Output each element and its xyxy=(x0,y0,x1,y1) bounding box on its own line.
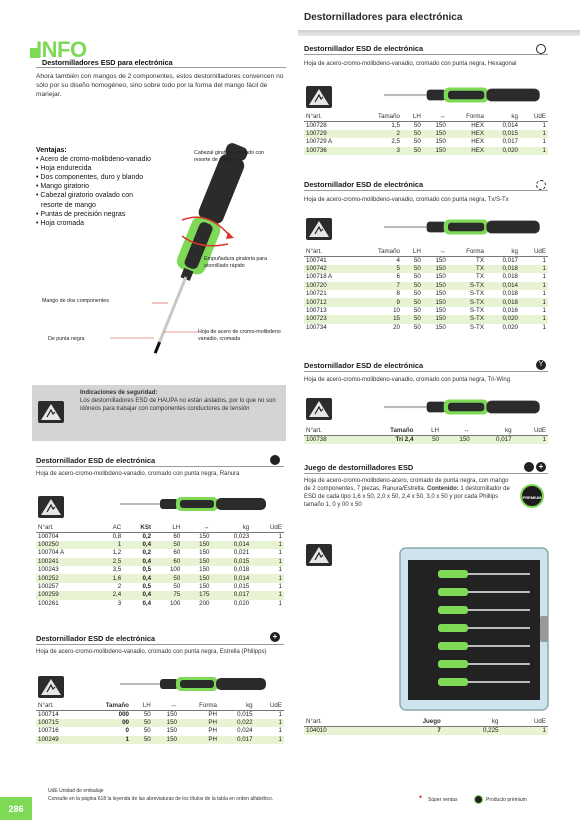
callout-hoja: Hoja de acero de cromo-molibdeno vanadio, cromada xyxy=(198,329,281,342)
table-row: 100249 1 50 150 PH 0,017 1 xyxy=(38,735,282,743)
safety-text: Los destornilladores ESD de HAUPA no están aislados, por lo que no son idóneos para trabajar con componentes conductores de tensión xyxy=(80,398,276,413)
table-row: 100723 15 50 150 S-TX 0,020 1 xyxy=(306,315,546,323)
torx-table: N°art. Tamaño LH ↔ Forma kg UdE 100741 4 50 150 TX 0,017 1 100742 5 50 150 TX 0,018 1 100718 A 6 50 150 TX 0,018 1 100720 7 50 150 S-TX 0,014 1 100721 8 50 150 S-TX 0,018 1 100712 9 50 150 S-TX 0,018 1 100713 10 50 150 S-TX 0,016 1 100723 15 50 150 S-TX 0,020 1 100734 20 50 150 S-TX 0,020 1 xyxy=(306,248,546,331)
footer-consult: Consulte en la página 618 la leyenda de las abreviaturas de los títulos de la tabla en orden alfabético. xyxy=(48,796,274,802)
footer-ude: UdE Unidad de embalaje xyxy=(48,788,104,794)
page-number: 286 xyxy=(0,797,32,820)
premium-badge: PREMIUM xyxy=(520,484,544,508)
phillips-divider xyxy=(36,644,284,645)
esd-icon xyxy=(306,86,332,108)
hex-table: N°art. Tamaño LH ↔ Forma kg UdE 100728 1,5 50 150 HEX 0,014 1 100729 2 50 150 HEX 0,015 1 100729 A 2,5 50 150 HEX 0,017 1 100736 3 50 150 HEX 0,020 1 xyxy=(306,113,546,154)
info-text: Ahora también con mangos de 2 componentes, estos destornilladores convencen no sólo por su diseño homogéneo, sino sobre todo por la forma del mango fácil de manejar. xyxy=(36,73,284,98)
safety-title: Indicaciones de seguridad: xyxy=(80,390,158,396)
info-heading: INFO xyxy=(36,37,87,62)
esd-icon xyxy=(306,544,332,566)
slot-screwdriver-image xyxy=(120,496,270,512)
torx-title: Destornillador ESD de electrónica xyxy=(304,180,424,189)
table-row: 100741 4 50 150 TX 0,017 1 xyxy=(306,256,546,264)
safety-box xyxy=(32,385,286,441)
ventaja-item: • Cabezal giratorio ovalado con resorte de mango xyxy=(36,192,134,209)
callout-empunadura: Empuñadura giratoria para atornillado rápido xyxy=(204,256,268,269)
table-row: 100250 1 0,4 50 150 0,014 1 xyxy=(38,541,282,549)
hex-tip-icon xyxy=(536,44,546,54)
table-row: 100736 3 50 150 HEX 0,020 1 xyxy=(306,146,546,154)
set-divider xyxy=(304,473,548,474)
ventaja-item: • Puntas de precisión negras xyxy=(36,210,126,218)
phillips-table: N°art. Tamaño LH ↔ Forma kg UdE 100714 000 50 150 PH 0,015 1 100715 00 50 150 PH 0,022 1 100716 0 50 150 PH 0,024 1 100249 1 50 150 PH 0,017 1 xyxy=(38,702,282,743)
ranura-divider xyxy=(36,466,284,467)
set-contenido-label: Contenido: xyxy=(427,486,459,493)
callout-mango: Mango de dos componentes xyxy=(42,298,109,304)
table-row: 100729 A 2,5 50 150 HEX 0,017 1 xyxy=(306,138,546,146)
ranura-table: N°art. AC KSt LH ↔ kg UdE 100704 0,8 0,2 60 150 0,023 1 100250 1 0,4 50 150 0,014 1 100704 A 1,2 0,2 60 150 0,021 1 100241 2,5 0,4 60 150 0,015 1 100243 3,5 0,5 100 150 0,018 1 100252 1,6 0,4 50 150 0,014 1 100257 2 0,5 50 150 0,015 1 100259 2,4 0,4 75 175 0,017 1 100261 3 0,4 100 200 0,020 1 xyxy=(38,524,282,607)
triwing-title: Destornillador ESD de electrónica xyxy=(304,361,424,370)
super-ventas-icon: ✦ xyxy=(418,795,424,801)
ranura-title: Destornillador ESD de electrónica xyxy=(36,456,156,465)
esd-icon xyxy=(38,676,64,698)
table-row: 100704 A 1,2 0,2 60 150 0,021 1 xyxy=(38,549,282,557)
premium-icon xyxy=(474,795,483,804)
table-row: 100713 10 50 150 S-TX 0,016 1 xyxy=(306,307,546,315)
ventaja-item: • Hoja cromada xyxy=(36,219,84,227)
table-row: 100252 1,6 0,4 50 150 0,014 1 xyxy=(38,574,282,582)
table-row: 100704 0,8 0,2 60 150 0,023 1 xyxy=(38,532,282,540)
table-row: 100259 2,4 0,4 75 175 0,017 1 xyxy=(38,591,282,599)
set-title: Juego de destornilladores ESD xyxy=(304,463,414,472)
callout-lines xyxy=(80,296,230,346)
ranura-desc: Hoja de acero-cromo-molibdeno-vanadio, cromado con punta negra, Ranura xyxy=(36,471,240,477)
hex-title: Destornillador ESD de electrónica xyxy=(304,44,424,53)
torx-tip-icon xyxy=(536,180,546,190)
hex-divider xyxy=(304,54,548,55)
ventaja-item: • Hoja endurecida xyxy=(36,165,92,173)
table-row: 100241 2,5 0,4 60 150 0,015 1 xyxy=(38,557,282,565)
info-divider xyxy=(36,67,286,68)
table-row: 100261 3 0,4 100 200 0,020 1 xyxy=(38,599,282,607)
footer-premium: Producto prémium xyxy=(486,797,527,803)
screwdriver-set-case-image xyxy=(398,546,550,712)
table-row: 100714 000 50 150 PH 0,015 1 xyxy=(38,710,282,718)
phillips-tip-icon: + xyxy=(270,632,280,642)
table-row: 100718 A 6 50 150 TX 0,018 1 xyxy=(306,273,546,281)
torx-divider xyxy=(304,190,548,191)
set-desc: Hoja de acero-cromo-molibdeno-acero, cromado de punta negra, con mango de 2 componentes, 7 piezas, Ranura/Estrella. xyxy=(304,478,509,493)
esd-icon xyxy=(306,398,332,420)
triwing-tip-icon: Y xyxy=(536,360,546,370)
slot-tip-icon xyxy=(270,455,280,465)
callout-punta: De punta negra xyxy=(48,336,85,342)
table-row: 100715 00 50 150 PH 0,022 1 xyxy=(38,719,282,727)
set-table: N°art. Juego kg UdE 104010 7 0,225 1 xyxy=(306,718,546,734)
table-row: 100742 5 50 150 TX 0,018 1 xyxy=(306,265,546,273)
triwing-table: N°art. Tamaño LH ↔ kg UdE 100738 Tri 2,4 50 150 0,017 1 xyxy=(306,427,546,443)
ventajas-title: Ventajas: xyxy=(36,147,67,154)
ventaja-item: • Dos componentes, duro y blando xyxy=(36,174,144,182)
triwing-screwdriver-image xyxy=(384,398,544,416)
callout-cabezal: Cabezal giratorio ovalado con resorte de mango xyxy=(194,150,265,163)
set-contenido: 1 destornillador de ESD de cada tipo 1,6 x 50, 2,0 x 50, 2,4 x 50, 3,0 x 50 y por cada Phillips tamaño 1, 0 y 00 x 50 xyxy=(304,486,510,509)
phillips-title: Destornillador ESD de electrónica xyxy=(36,634,156,643)
table-row: 100243 3,5 0,5 100 150 0,018 1 xyxy=(38,566,282,574)
ventaja-item: • Mango giratorio xyxy=(36,183,90,191)
esd-icon xyxy=(38,496,64,518)
table-row: 100712 9 50 150 S-TX 0,018 1 xyxy=(306,298,546,306)
page-header xyxy=(298,0,580,30)
phillips-desc: Hoja de acero-cromo-molibdeno-vanadio, cromado con punta negra, Estrella (Philipps) xyxy=(36,649,267,655)
page-title: Destornilladores para electrónica xyxy=(304,12,463,23)
header-divider xyxy=(298,30,580,36)
table-row: 100720 7 50 150 S-TX 0,014 1 xyxy=(306,281,546,289)
hex-screwdriver-image xyxy=(384,86,544,104)
table-row: 100716 0 50 150 PH 0,024 1 xyxy=(38,727,282,735)
table-row: 104010 7 0,225 1 xyxy=(306,726,546,734)
table-row: 100257 2 0,5 50 150 0,015 1 xyxy=(38,583,282,591)
torx-desc: Hoja de acero-cromo-molibdeno-vanadio, cromado con punta negra, Tx/S-Tx xyxy=(304,197,509,203)
table-row: 100729 2 50 150 HEX 0,015 1 xyxy=(306,130,546,138)
table-row: 100738 Tri 2,4 50 150 0,017 1 xyxy=(306,435,546,443)
esd-icon xyxy=(306,218,332,240)
triwing-desc: Hoja de acero-cromo-molibdeno-vanadio, cromado con punta negra, Tri-Wing xyxy=(304,377,511,383)
table-row: 100734 20 50 150 S-TX 0,020 1 xyxy=(306,323,546,331)
triwing-divider xyxy=(304,371,548,372)
esd-warning-icon xyxy=(38,401,64,423)
torx-screwdriver-image xyxy=(384,218,544,236)
slot-tip-icon xyxy=(524,462,534,472)
phillips-screwdriver-image xyxy=(120,676,270,692)
ventaja-item: • Acero de cromo-molibdeno-vanadio xyxy=(36,156,151,164)
info-title: Destornilladores ESD para electrónica xyxy=(42,58,173,67)
hex-desc: Hoja de acero-cromo-molibdeno-vanadio, cromado con punta negra, Hexagonal xyxy=(304,61,517,67)
phillips-tip-icon: + xyxy=(536,462,546,472)
table-row: 100728 1,5 50 150 HEX 0,014 1 xyxy=(306,121,546,129)
footer-super: Súper ventas xyxy=(428,797,458,803)
table-row: 100721 8 50 150 S-TX 0,018 1 xyxy=(306,290,546,298)
